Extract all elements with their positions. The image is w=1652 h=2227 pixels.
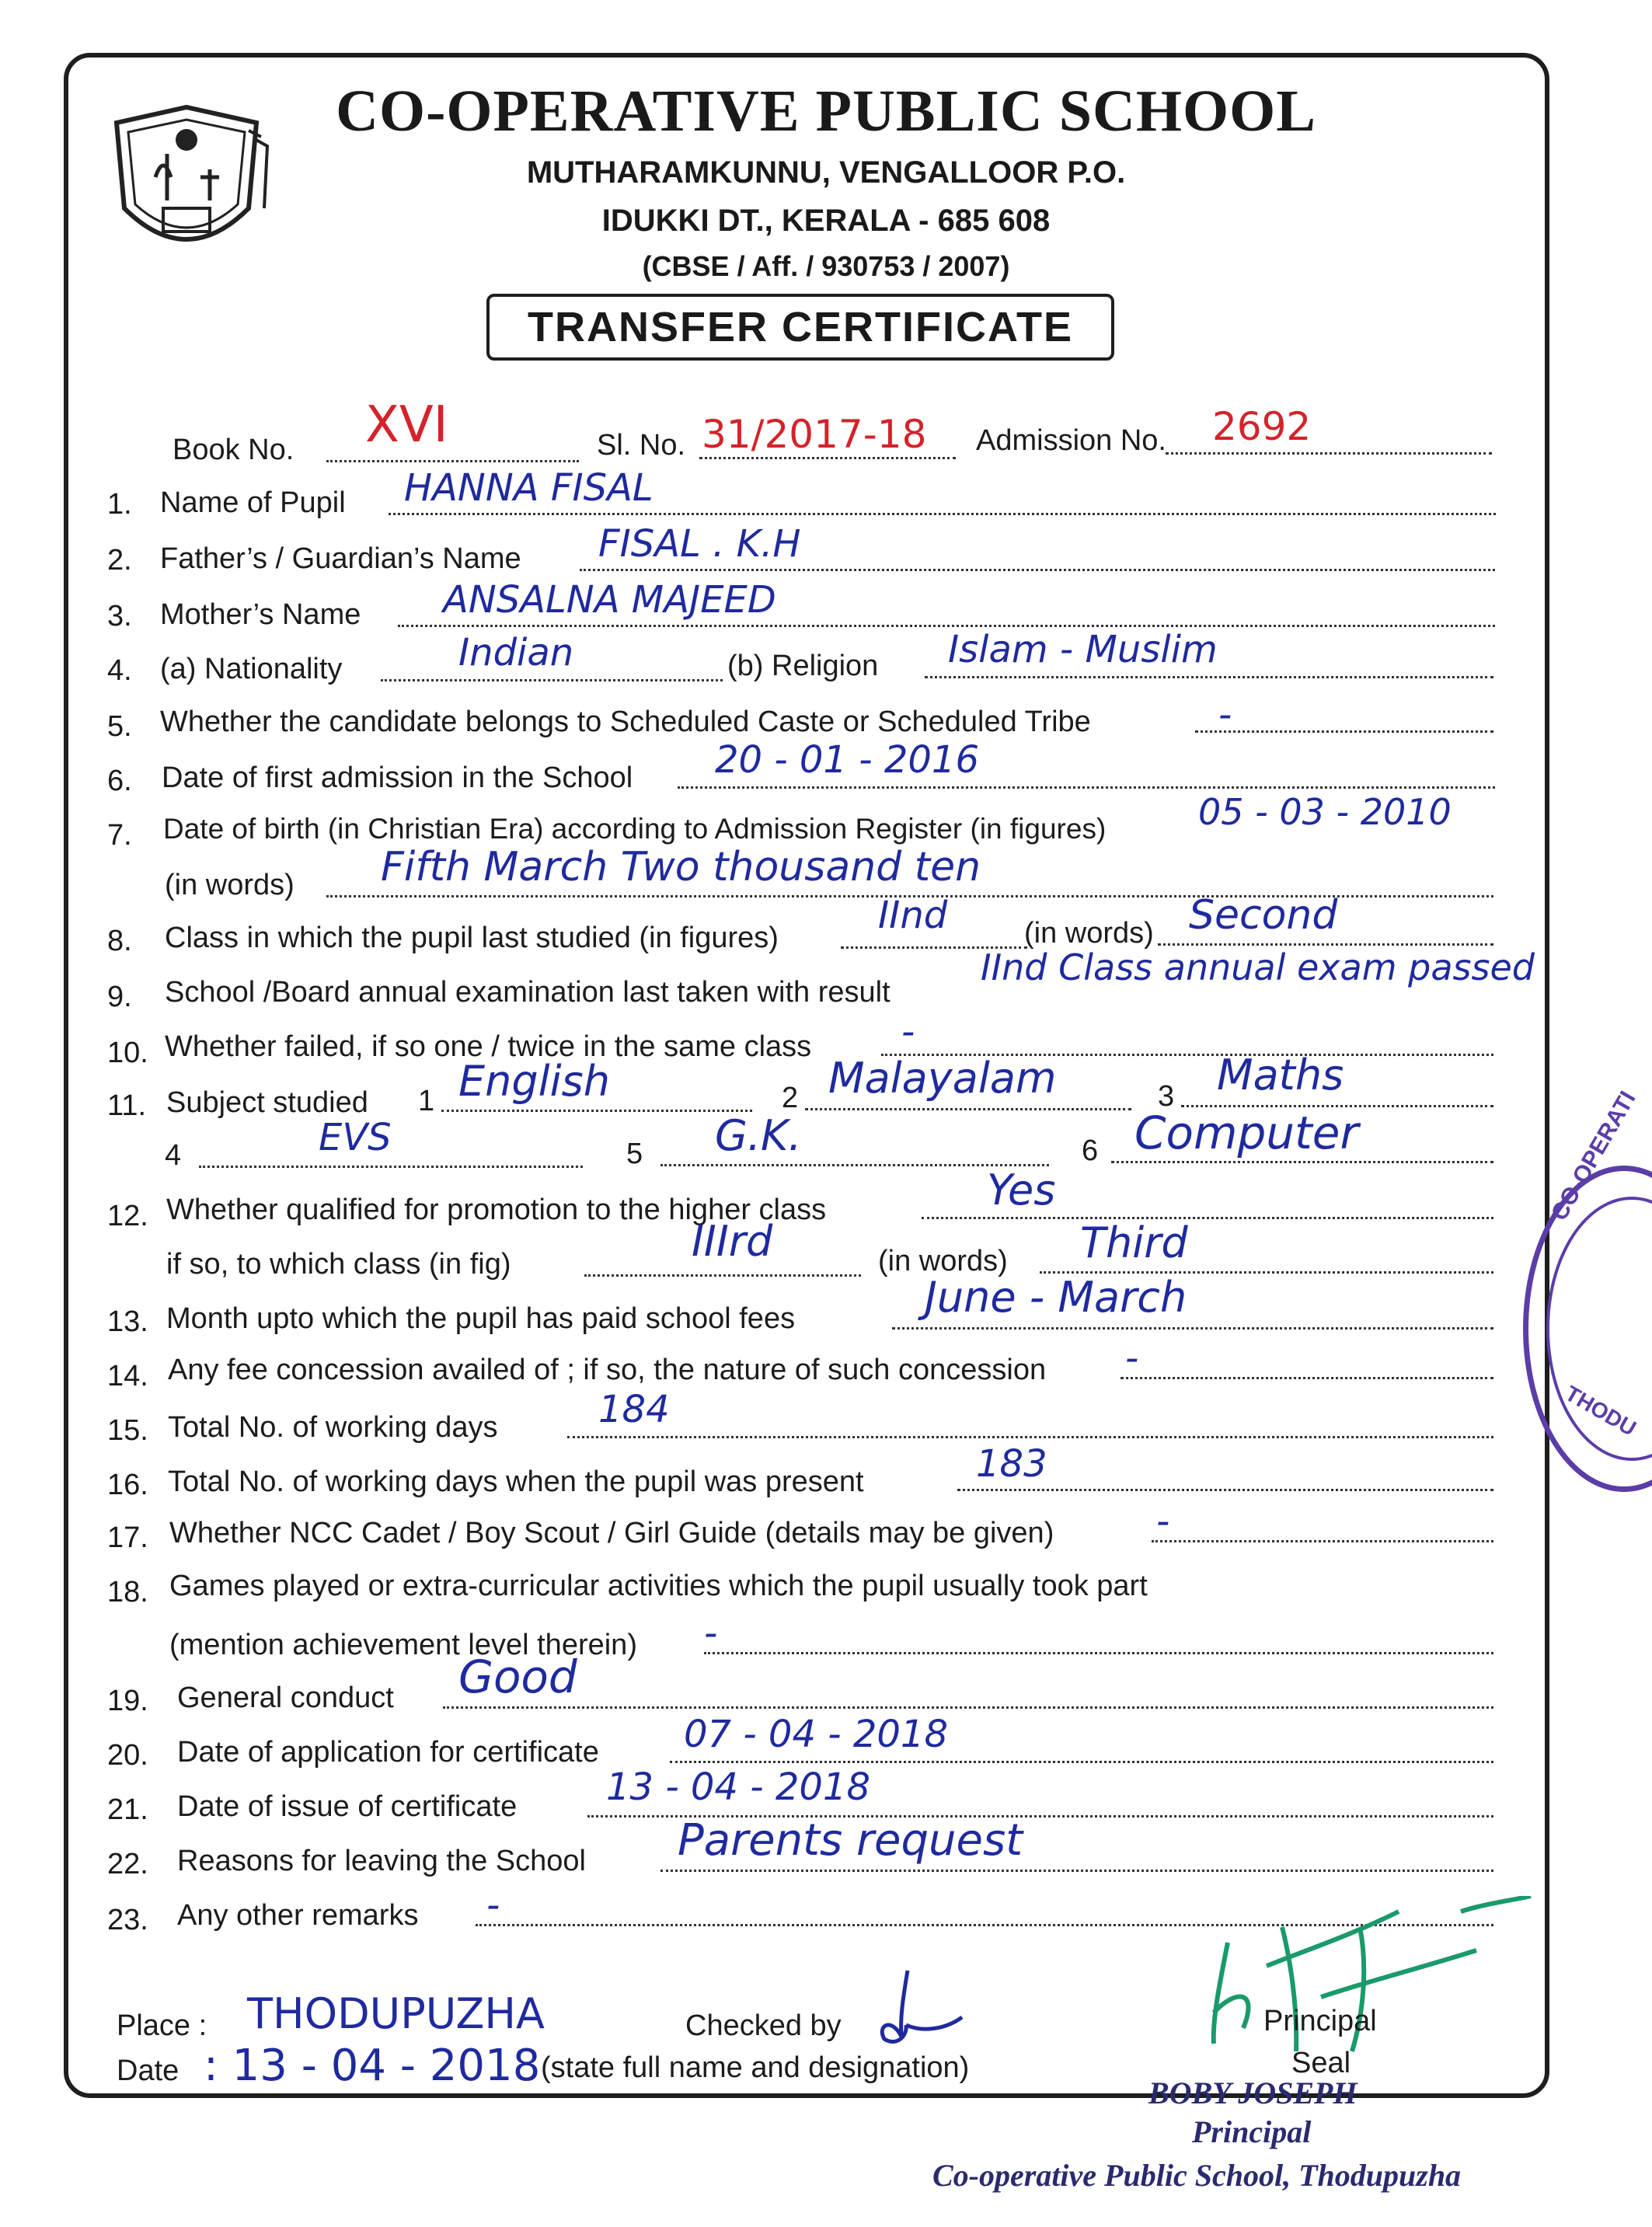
dotted-line	[584, 1274, 861, 1277]
dotted-line	[670, 1761, 1493, 1763]
field-number: 6.	[107, 765, 132, 797]
pupil-name-label: Name of Pupil	[160, 486, 346, 519]
mother-name-value: ANSALNA MAJEED	[443, 578, 776, 622]
subject-value: G.K.	[715, 1111, 802, 1160]
dotted-line	[957, 1489, 1493, 1491]
ncc-label: Whether NCC Cadet / Boy Scout / Girl Guide (details may be given)	[169, 1517, 1054, 1549]
fees-paid-label: Month upto which the pupil has paid school fees	[166, 1302, 796, 1335]
dotted-line	[660, 1870, 1493, 1872]
promotion-value: Yes	[987, 1166, 1056, 1215]
stamp-principal-name: BOBY JOSEPH	[1148, 2075, 1357, 2110]
field-number: 7.	[107, 819, 132, 852]
field-number: 9.	[107, 981, 132, 1013]
dotted-line	[892, 1327, 1493, 1330]
achievement-value: -	[704, 1612, 718, 1655]
subjects-label: Subject studied	[166, 1086, 368, 1119]
days-present-label: Total No. of working days when the pupil was present	[168, 1465, 864, 1498]
dotted-line	[925, 676, 1493, 678]
field-number: 1.	[107, 488, 132, 521]
dotted-line	[704, 1652, 1493, 1654]
issue-date-label: Date of issue of certificate	[177, 1790, 518, 1823]
promotion-class-words-label: (in words)	[878, 1245, 1008, 1277]
conduct-label: General conduct	[177, 1682, 394, 1714]
seal-ring-text-bottom: THODU	[1561, 1381, 1640, 1441]
subject-value: Maths	[1217, 1051, 1344, 1100]
dotted-line	[1166, 452, 1492, 455]
subject-number: 1	[418, 1085, 435, 1117]
dotted-line	[398, 625, 1495, 627]
dob-figures-value: 05 - 03 - 2010	[1198, 791, 1452, 833]
checked-by-label: Checked by	[685, 2009, 842, 2042]
achievement-label: (mention achievement level therein)	[169, 1629, 637, 1661]
dotted-line	[1152, 1540, 1493, 1542]
dotted-line	[441, 1110, 752, 1112]
dotted-line	[443, 1706, 1493, 1709]
subject-number: 2	[782, 1082, 799, 1114]
book-no-value: XVI	[365, 396, 448, 454]
dotted-line	[381, 679, 723, 681]
dotted-line	[805, 1108, 1131, 1110]
leaving-reason-label: Reasons for leaving the School	[177, 1845, 586, 1877]
checked-by-note: (state full name and designation)	[541, 2051, 970, 2084]
nationality-value: Indian	[458, 631, 574, 674]
admission-no-value: 2692	[1212, 404, 1312, 449]
dotted-line	[199, 1166, 583, 1168]
dotted-line	[922, 1217, 1493, 1219]
place-label: Place :	[117, 2009, 207, 2042]
promotion-class-label: if so, to which class (in fig)	[166, 1248, 511, 1281]
application-date-value: 07 - 04 - 2018	[684, 1713, 948, 1756]
sl-no-value: 31/2017-18	[702, 412, 927, 457]
place-value: THODUPUZHA	[247, 1989, 545, 2038]
affiliation-line: (CBSE / Aff. / 930753 / 2007)	[642, 250, 1010, 282]
dotted-line	[580, 569, 1495, 571]
field-number: 8.	[107, 925, 132, 957]
subject-value: EVS	[319, 1116, 392, 1159]
sc-st-value: -	[1218, 693, 1232, 737]
stamp-school-name: Co-operative Public School, Thodupuzha	[932, 2158, 1462, 2193]
checker-signature	[861, 1963, 970, 2048]
field-number: 20.	[107, 1739, 148, 1772]
certificate-title: TRANSFER CERTIFICATE	[486, 294, 1114, 361]
nationality-label: (a) Nationality	[160, 653, 343, 685]
subject-number: 6	[1082, 1134, 1099, 1167]
sc-st-label: Whether the candidate belongs to Scheduled Caste or Scheduled Tribe	[160, 706, 1091, 738]
field-number: 19.	[107, 1685, 148, 1717]
dotted-line	[678, 786, 1495, 789]
conduct-value: Good	[458, 1650, 577, 1703]
fees-paid-value: June - March	[925, 1273, 1187, 1322]
address-line-1: MUTHARAMKUNNU, VENGALLOOR P.O.	[526, 155, 1126, 190]
promotion-class-words-value: Third	[1080, 1218, 1188, 1267]
field-number: 17.	[107, 1521, 148, 1554]
dob-figures-label: Date of birth (in Christian Era) according to Admission Register (in figures)	[163, 813, 1107, 845]
dob-words-label: (in words)	[165, 869, 295, 901]
first-admission-value: 20 - 01 - 2016	[715, 738, 979, 782]
field-number: 4.	[107, 654, 132, 687]
dotted-line	[1111, 1161, 1493, 1163]
dotted-line	[326, 460, 579, 462]
principal-label: Principal	[1263, 2005, 1377, 2037]
stamp-principal-title: Principal	[1192, 2114, 1312, 2149]
principal-signature	[1166, 1896, 1539, 2067]
date-value: : 13 - 04 - 2018	[204, 2041, 541, 2091]
sl-no-label: Sl. No.	[597, 429, 686, 462]
date-label: Date	[117, 2054, 179, 2087]
mother-name-label: Mother’s Name	[160, 598, 361, 631]
remarks-value: -	[486, 1884, 500, 1927]
subject-number: 4	[165, 1139, 182, 1172]
field-number: 16.	[107, 1469, 148, 1501]
pupil-name-value: HANNA FISAL	[404, 466, 653, 510]
field-number: 13.	[107, 1305, 148, 1338]
last-class-words-value: Second	[1189, 892, 1338, 939]
field-number: 21.	[107, 1793, 148, 1826]
father-name-label: Father’s / Guardian’s Name	[160, 542, 521, 575]
book-no-label: Book No.	[173, 434, 295, 466]
field-number: 18.	[107, 1576, 148, 1608]
field-number: 3.	[107, 600, 132, 633]
field-number: 23.	[107, 1904, 148, 1936]
fee-concession-value: -	[1125, 1337, 1139, 1380]
subject-number: 5	[626, 1138, 643, 1170]
dotted-line	[1121, 1377, 1493, 1379]
field-number: 11.	[107, 1089, 147, 1122]
activities-label: Games played or extra-curricular activities which the pupil usually took part	[169, 1570, 1148, 1602]
religion-label: (b) Religion	[727, 650, 879, 682]
ncc-value: -	[1156, 1500, 1170, 1543]
dotted-line	[1158, 943, 1493, 946]
dotted-line	[699, 457, 956, 459]
dotted-line	[1195, 730, 1493, 733]
remarks-label: Any other remarks	[177, 1899, 419, 1932]
address-line-2: IDUKKI DT., KERALA - 685 608	[601, 204, 1051, 238]
last-class-words-label: (in words)	[1024, 917, 1154, 950]
school-name: CO-OPERATIVE PUBLIC SCHOOL	[336, 78, 1316, 144]
dob-words-value: Fifth March Two thousand ten	[381, 844, 981, 890]
field-number: 12.	[107, 1200, 148, 1232]
exam-result-value: IInd Class annual exam passed	[981, 946, 1535, 988]
fee-concession-label: Any fee concession availed of ; if so, the nature of such concession	[168, 1354, 1047, 1386]
field-number: 10.	[107, 1037, 148, 1069]
admission-no-label: Admission No.	[976, 424, 1166, 457]
application-date-label: Date of application for certificate	[177, 1736, 599, 1769]
field-number: 5.	[107, 710, 132, 743]
promotion-class-figures-value: IIIrd	[692, 1217, 773, 1266]
promotion-label: Whether qualified for promotion to the higher class	[166, 1194, 827, 1226]
subject-value: Malayalam	[828, 1054, 1057, 1103]
working-days-value: 184	[598, 1388, 670, 1431]
exam-result-label: School /Board annual examination last taken with result	[165, 976, 890, 1009]
field-number: 22.	[107, 1848, 148, 1880]
days-present-value: 183	[976, 1442, 1047, 1486]
religion-value: Islam - Muslim	[948, 628, 1218, 671]
seal-label: Seal	[1291, 2047, 1351, 2079]
leaving-reason-value: Parents request	[678, 1815, 1023, 1866]
field-number: 2.	[107, 544, 132, 577]
seal-ring-text: CO-OPERATI	[1546, 1086, 1641, 1225]
issue-date-value: 13 - 04 - 2018	[606, 1765, 870, 1809]
subject-value: English	[458, 1057, 610, 1106]
dotted-line	[567, 1436, 1493, 1438]
failed-label: Whether failed, if so one / twice in the same class	[165, 1030, 812, 1063]
first-admission-label: Date of first admission in the School	[162, 762, 633, 794]
last-class-label: Class in which the pupil last studied (in figures)	[165, 922, 779, 954]
dotted-line	[389, 513, 1496, 515]
father-name-value: FISAL . K.H	[598, 522, 801, 566]
working-days-label: Total No. of working days	[168, 1411, 498, 1444]
last-class-figures-value: IInd	[878, 894, 948, 937]
field-number: 14.	[107, 1360, 148, 1392]
subject-number: 3	[1158, 1080, 1175, 1113]
subject-value: Computer	[1134, 1107, 1359, 1159]
failed-value: -	[901, 1010, 915, 1054]
field-number: 15.	[107, 1414, 148, 1447]
